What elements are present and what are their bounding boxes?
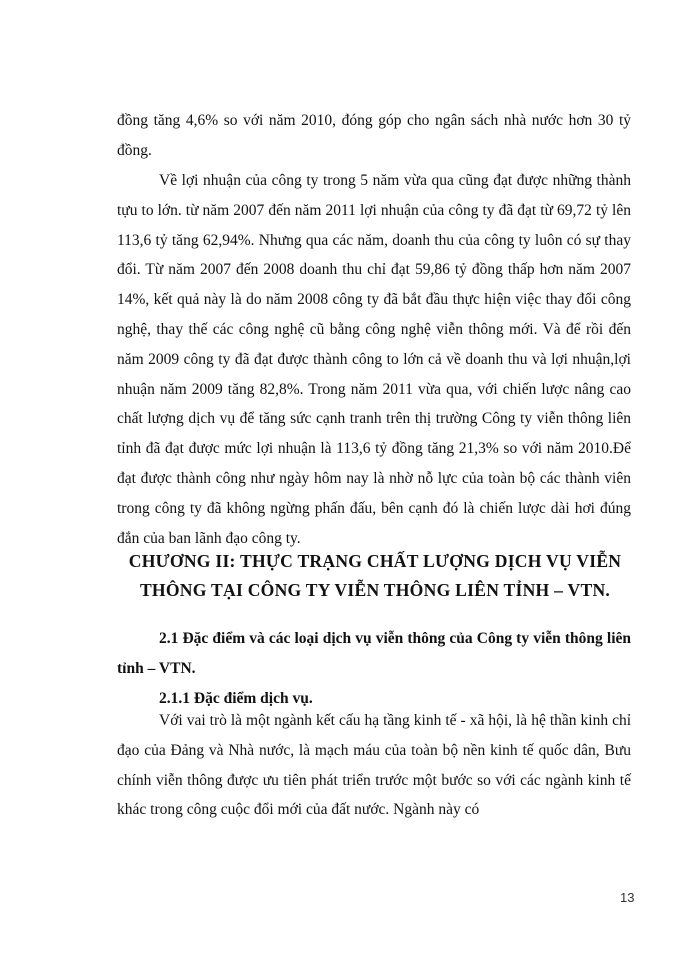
section-heading-2-1-1: 2.1.1 Đặc điểm dịch vụ. bbox=[159, 690, 313, 707]
page-number: 13 bbox=[620, 890, 635, 905]
section-heading-2-1: 2.1 Đặc điểm và các loại dịch vụ viễn thông của Công ty viễn thông liên tỉnh – VTN. bbox=[117, 630, 631, 677]
paragraph-revenue-contribution: đồng tăng 4,6% so với năm 2010, đóng góp cho ngân sách nhà nước hơn 30 tỷ đồng. bbox=[117, 112, 631, 159]
paragraph-service-characteristics: Với vai trò là một ngành kết cấu hạ tầng kinh tế - xã hội, là hệ thần kinh chỉ đạo của Đảng và Nhà nước, là mạch máu của toàn bộ nền kinh tế quốc dân, Bưu chính viễn thông được ưu tiên phát triển trước một bước so với các ngành kinh tế khác trong công cuộc đổi mới của đất nước. Ngành này có bbox=[117, 712, 631, 819]
paragraph-profit-overview: Về lợi nhuận của công ty trong 5 năm vừa qua cũng đạt được những thành tựu to lớn. từ năm 2007 đến năm 2011 lợi nhuận của công ty đã đạt từ 69,72 tỷ lên 113,6 tỷ tăng 62,94%. Nhưng qua các năm, doanh thu của công ty luôn có sự thay đổi. Từ năm 2007 đến 2008 doanh thu chỉ đạt 59,86 tỷ đồng thấp hơn năm 2007 14%, kết quả này là do năm 2008 công ty đã bắt đầu thực hiện việc thay đổi công nghệ, thay thế các công nghệ cũ bằng công nghệ viễn thông mới. Và để rồi đến năm 2009 công ty đã đạt được thành công to lớn cả về doanh thu và lợi nhuận,lợi nhuận năm 2009 tăng 82,8%. Trong năm 2011 vừa qua, với chiến lược nâng cao chất lượng dịch vụ để tăng sức cạnh tranh trên thị trường Công ty viễn thông liên tỉnh đã đạt được mức lợi nhuận là 113,6 tỷ đồng tăng 21,3% so với năm 2010.Để đạt được thành công như ngày hôm nay là nhờ nỗ lực của toàn bộ các thành viên trong công ty đã không ngừng phấn đấu, bên cạnh đó là chiến lược dài hơi đúng đắn của ban lãnh đạo công ty. bbox=[117, 172, 631, 547]
chapter-heading: CHƯƠNG II: THỰC TRẠNG CHẤT LƯỢNG DỊCH VỤ VIỄN THÔNG TẠI CÔNG TY VIỄN THÔNG LIÊN TỈNH – VTN. bbox=[128, 551, 622, 600]
